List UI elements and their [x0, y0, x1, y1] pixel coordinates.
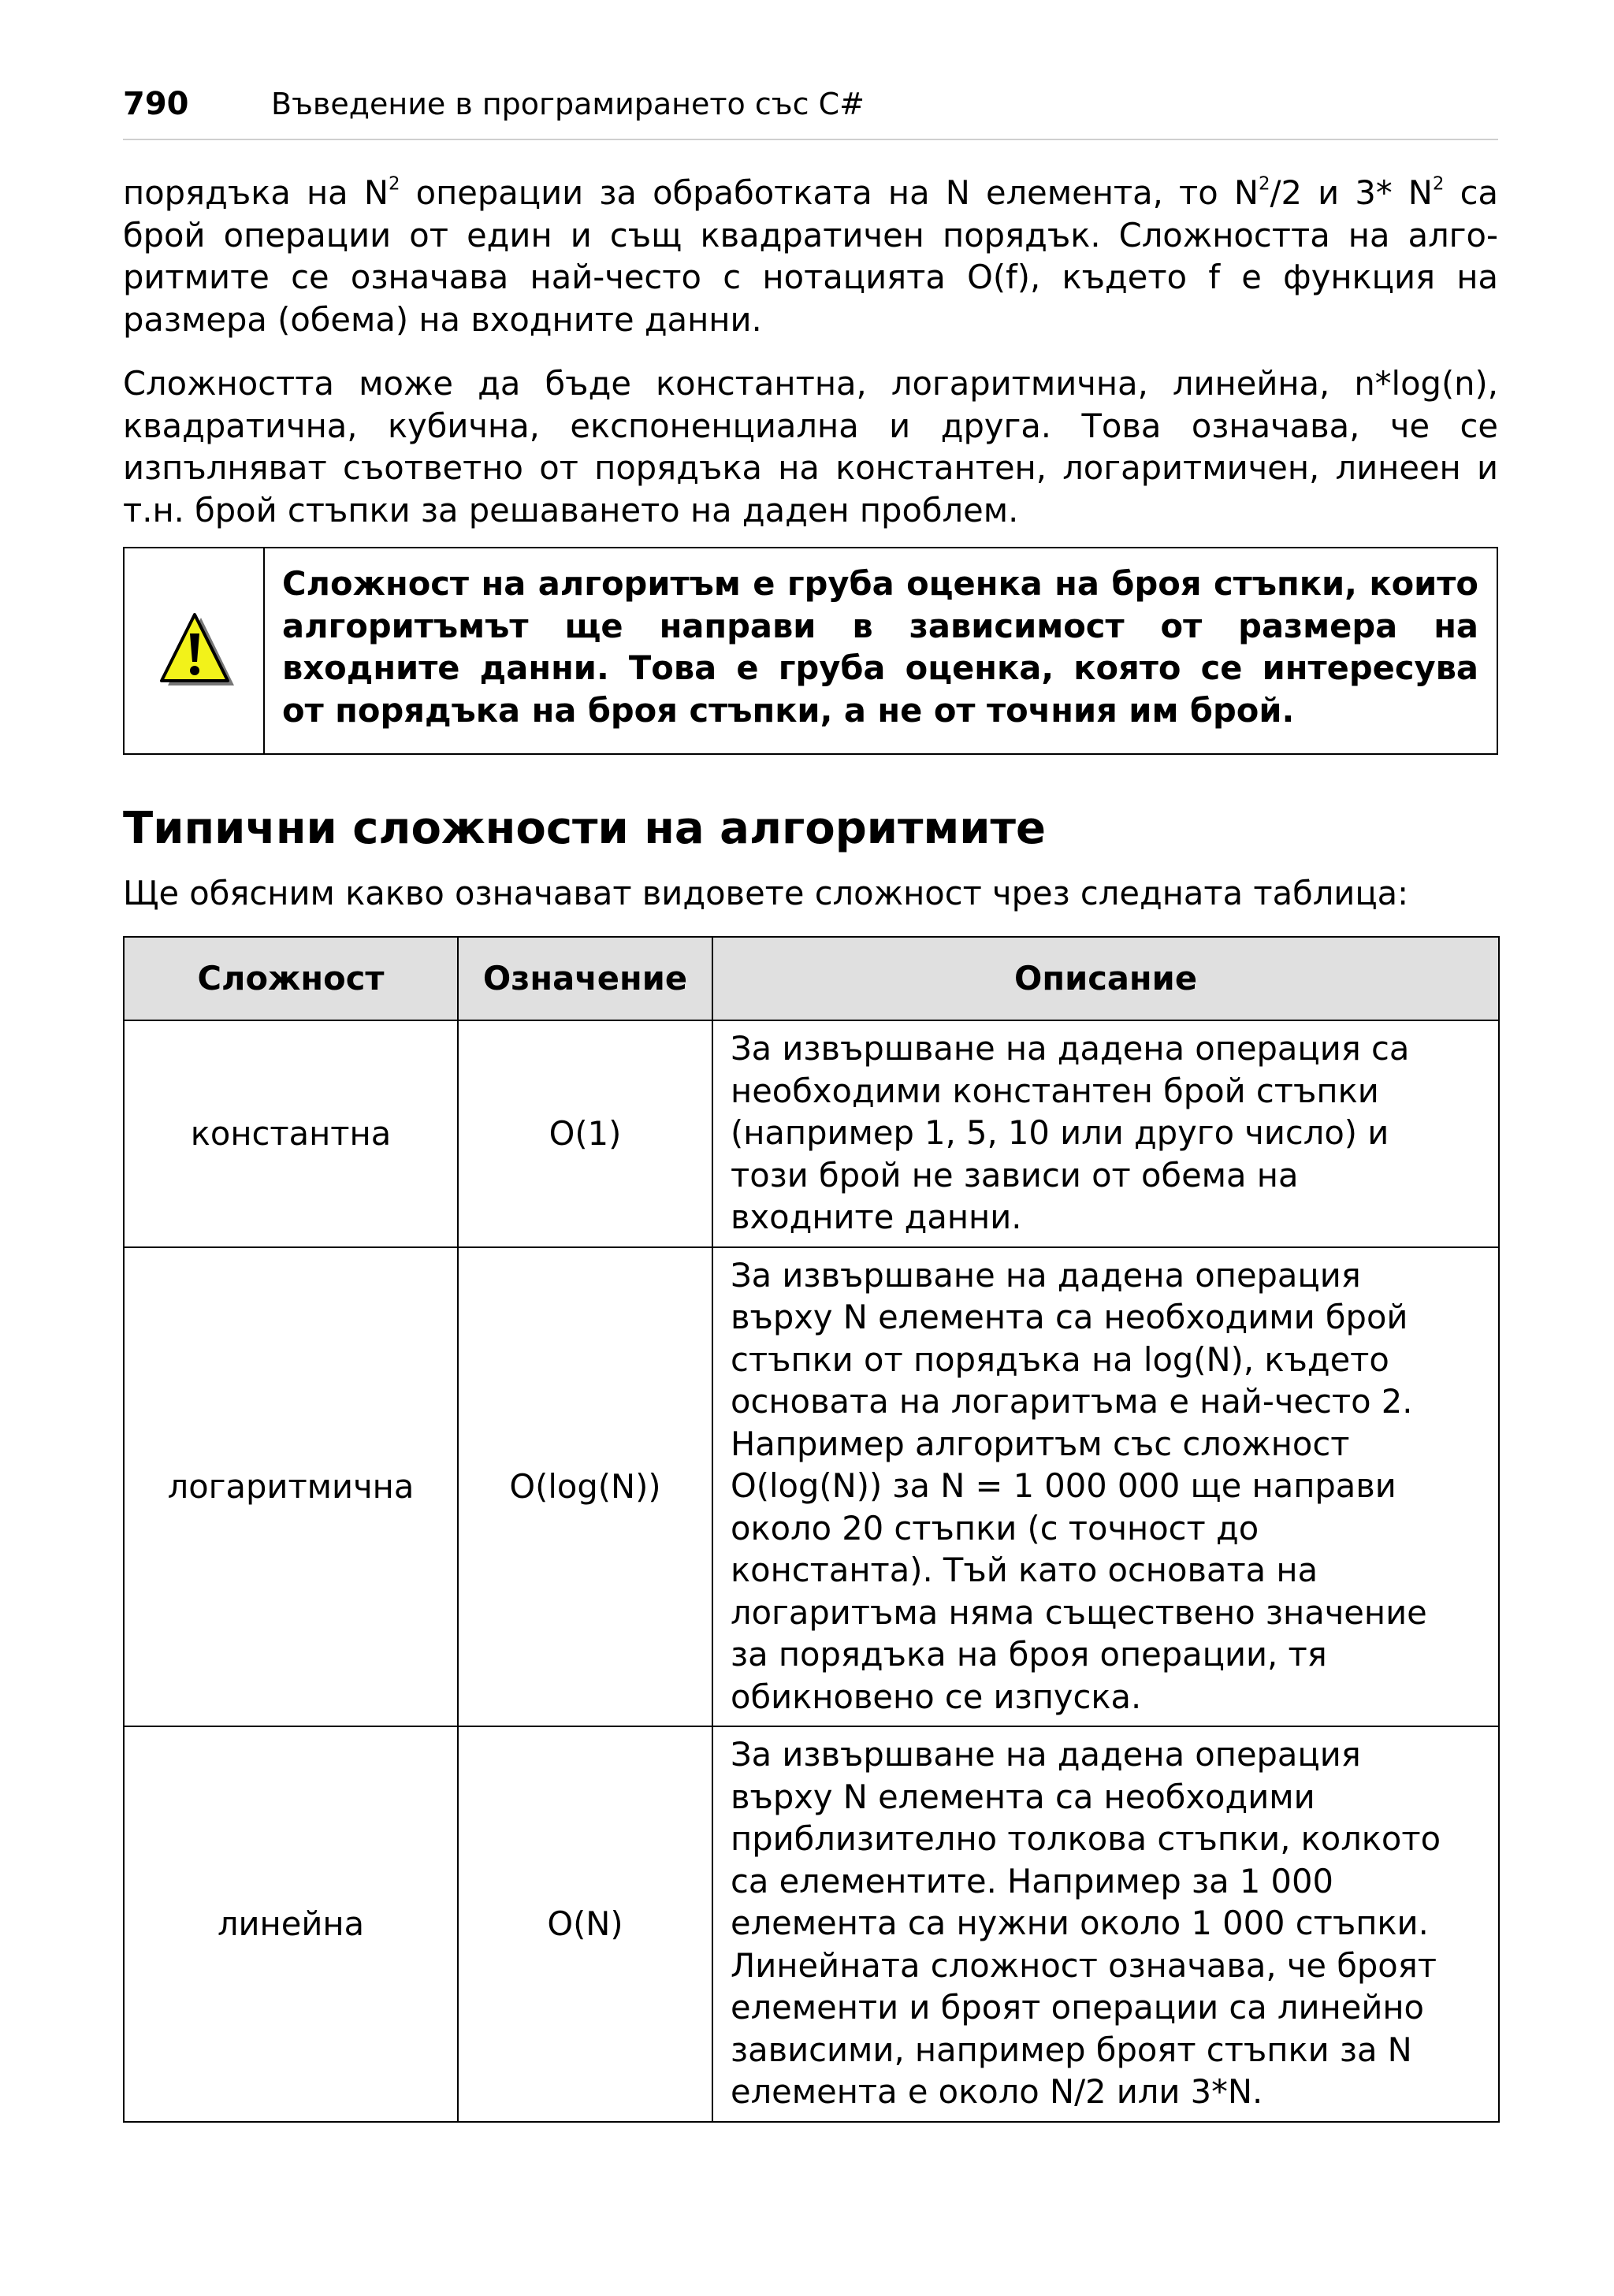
para1-line3: ритмите се означава най-често с нотацията O(f), където f е функция на — [123, 258, 1498, 297]
cell-notation: O(1) — [458, 1020, 712, 1247]
page-number: 790 — [123, 86, 189, 122]
warning-line2: които алгоритъмът ще направи в зависимост от размера на — [282, 564, 1478, 645]
para1-line4: размера (обема) на входните данни. — [123, 300, 762, 340]
cell-complexity-name: константна — [124, 1020, 458, 1247]
table-row — [124, 1020, 1499, 1247]
section-heading: Типични сложности на алгоритмите — [123, 803, 1046, 854]
table-row — [124, 1247, 1499, 1727]
warning-line3: входните данни. Това е груба оценка, която се интересува — [282, 648, 1478, 688]
header-complexity: Сложност — [124, 937, 458, 1020]
complexity-table — [123, 936, 1500, 2123]
para2-line1: Сложността може да бъде константна, логаритмична, линейна, n*log(n), — [123, 364, 1498, 403]
cell-complexity-name: логаритмична — [124, 1247, 458, 1727]
table-row — [124, 1726, 1499, 2122]
para2-line2: квадратична, кубична, експоненциална и друга. Това означава, че се — [123, 406, 1498, 445]
para1-line2: брой операции от един и същ квадратичен порядък. Сложността на алго- — [123, 215, 1498, 254]
cell-description: За извършване на дадена операция върху N елемента са необходими брой стъпки от порядъка на log(N), където основата на логаритъма е най-често 2. Например алгоритъм със сложност O(log(N)) за N = 1 000 000 ще направи около 20 стъпки (с точност до константа). Тъй като основата на логаритъма няма съществено значение за порядъка на броя операции, тя обикновено се изпуска. — [712, 1247, 1499, 1727]
warning-line4: от порядъка на броя стъпки, а не от точния им брой. — [282, 691, 1295, 730]
warning-line1: Сложност на алгоритъм е груба оценка на броя стъпки, — [282, 564, 1357, 603]
section-intro: Ще обясним какво означават видовете сложност чрез следната таблица: — [123, 874, 1409, 912]
cell-notation: O(N) — [458, 1726, 712, 2122]
header-notation: Означение — [458, 937, 712, 1020]
book-title: Въведение в програмирането със C# — [271, 87, 865, 121]
paragraph-complexity-order — [123, 172, 1498, 341]
para1-line1: порядъка на $N^2$ операции за обработката на N елемента, то $N^2/2$ и 3* $N^2$ са — [123, 173, 1498, 212]
cell-description: За извършване на дадена операция върху N елемента са необходими приблизително толкова стъпки, колкото са елементите. Например за 1 000 елемента са нужни около 1 000 стъпки. Линейната сложност означава, че броят елементи и броят операции са линейно зависими, например броят стъпки за N елемента е около N/2 или 3*N. — [712, 1726, 1499, 2122]
warning-icon — [152, 611, 237, 690]
para2-line4: т.н. брой стъпки за решаването на даден проблем. — [123, 491, 1019, 530]
cell-description: За извършване на дадена операция са необходими константен брой стъпки (например 1, 5, 10 или друго число) и този брой не зависи от обема на входните данни. — [712, 1020, 1499, 1247]
warning-text — [282, 563, 1478, 732]
cell-notation: O(log(N)) — [458, 1247, 712, 1727]
warning-icon-cell — [125, 548, 265, 753]
running-header — [123, 82, 1498, 140]
header-description: Описание — [712, 937, 1499, 1020]
table-header-row — [124, 937, 1499, 1020]
paragraph-complexity-kinds — [123, 362, 1498, 532]
warning-note — [123, 547, 1498, 755]
cell-complexity-name: линейна — [124, 1726, 458, 2122]
para2-line3: изпълняват съответно от порядъка на константен, логаритмичен, линеен и — [123, 448, 1498, 488]
